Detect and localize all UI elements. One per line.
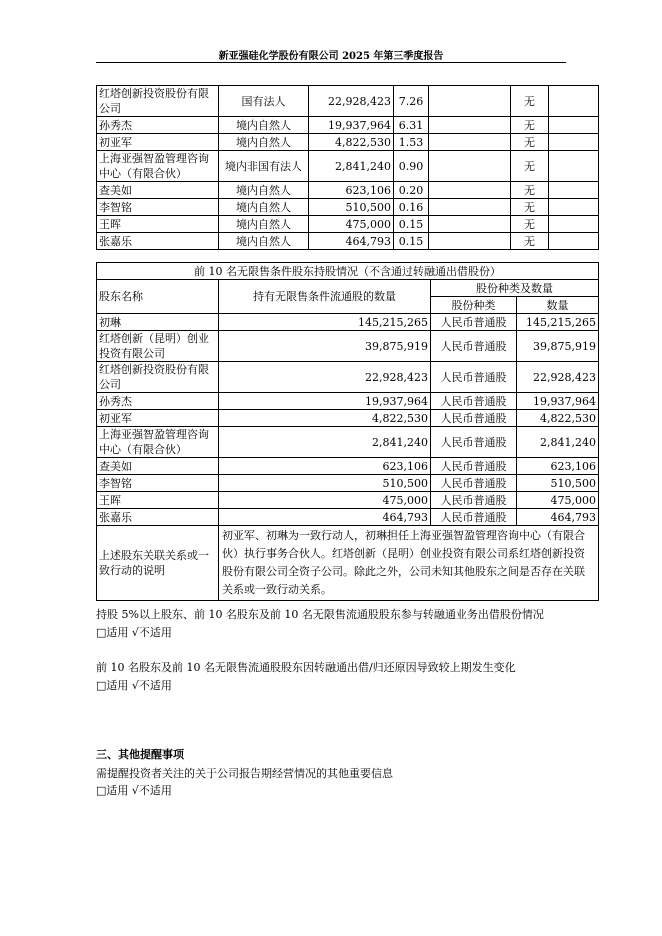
unrestricted-amount: 2,841,240	[219, 427, 431, 458]
lending-change-note: 前 10 名股东及前 10 名无限售流通股股东因转融通出借/归还原因导致较上期发生变化	[96, 661, 516, 674]
shareholder-name: 初亚军	[97, 410, 219, 427]
shareholder-name: 王晖	[97, 216, 219, 233]
share-quantity: 464,793	[517, 509, 599, 526]
pledge-status: 无	[511, 199, 549, 216]
holding-ratio: 7.26	[394, 86, 429, 117]
holding-ratio: 0.16	[394, 199, 429, 216]
restricted-shares	[429, 216, 511, 233]
restricted-shares	[429, 182, 511, 199]
pledge-count	[549, 134, 599, 151]
share-quantity: 39,875,919	[517, 331, 599, 362]
share-type: 人民币普通股	[431, 475, 517, 492]
shareholder-name: 孙秀杰	[97, 117, 219, 134]
share-type: 人民币普通股	[431, 509, 517, 526]
shareholder-nature: 境内自然人	[219, 182, 309, 199]
holding-ratio: 6.31	[394, 117, 429, 134]
unrestricted-amount: 623,106	[219, 458, 431, 475]
share-type: 人民币普通股	[431, 331, 517, 362]
share-quantity: 19,937,964	[517, 393, 599, 410]
shareholder-name: 张嘉乐	[97, 233, 219, 250]
shareholder-nature: 国有法人	[219, 86, 309, 117]
section-three-option: □适用 √不适用	[96, 784, 172, 797]
restricted-shares	[429, 233, 511, 250]
share-type: 人民币普通股	[431, 492, 517, 509]
share-quantity: 510,500	[517, 475, 599, 492]
col-header-qty: 数量	[517, 297, 599, 314]
unrestricted-amount: 19,937,964	[219, 393, 431, 410]
pledge-status: 无	[511, 182, 549, 199]
table-row	[97, 410, 599, 427]
holding-ratio: 1.53	[394, 134, 429, 151]
top10-shareholders-table	[96, 85, 599, 250]
restricted-shares	[429, 199, 511, 216]
shares-held: 19,937,964	[309, 117, 394, 134]
shareholder-name: 上海亚强智盈管理咨询中心（有限合伙）	[97, 151, 219, 182]
share-quantity: 623,106	[517, 458, 599, 475]
relation-row	[97, 526, 599, 601]
pledge-status: 无	[511, 151, 549, 182]
shareholder-name: 李智铭	[97, 199, 219, 216]
securities-lending-note: 持股 5%以上股东、前 10 名股东及前 10 名无限售流通股股东参与转融通业务出借股份情况	[96, 608, 544, 621]
shareholder-name: 红塔创新（昆明）创业投资有限公司	[97, 331, 219, 362]
unrestricted-amount: 510,500	[219, 475, 431, 492]
pledge-count	[549, 216, 599, 233]
table-row	[97, 182, 599, 199]
table-row	[97, 509, 599, 526]
unrestricted-shareholders-table	[96, 262, 599, 601]
shareholder-name: 王晖	[97, 492, 219, 509]
shareholder-name: 查美如	[97, 458, 219, 475]
shareholder-name: 初亚军	[97, 134, 219, 151]
shareholder-name: 上海亚强智盈管理咨询中心（有限合伙）	[97, 427, 219, 458]
pledge-status: 无	[511, 86, 549, 117]
col-header-type-group: 股份种类及数量	[431, 280, 599, 297]
shares-held: 464,793	[309, 233, 394, 250]
unrestricted-amount: 22,928,423	[219, 362, 431, 393]
shares-held: 22,928,423	[309, 86, 394, 117]
shares-held: 2,841,240	[309, 151, 394, 182]
pledge-count	[549, 86, 599, 117]
table-row	[97, 492, 599, 509]
table-row	[97, 233, 599, 250]
table-row	[97, 427, 599, 458]
pledge-status: 无	[511, 216, 549, 233]
shareholder-name: 查美如	[97, 182, 219, 199]
pledge-status: 无	[511, 233, 549, 250]
section-three-text: 需提醒投资者关注的关于公司报告期经营情况的其他重要信息	[96, 767, 393, 780]
shares-held: 475,000	[309, 216, 394, 233]
shareholder-nature: 境内非国有法人	[219, 151, 309, 182]
restricted-shares	[429, 151, 511, 182]
relation-description: 初亚军、初琳为一致行动人，初琳担任上海亚强智盈管理咨询中心（有限合伙）执行事务合伙人。红塔创新（昆明）创业投资有限公司系红塔创新投资股份有限公司全资子公司。除此之外，公司未知其他股东之间是否存在关联关系或一致行动关系。	[219, 526, 599, 601]
table-row	[97, 362, 599, 393]
col-header-amount: 持有无限售条件流通股的数量	[219, 280, 431, 314]
pledge-count	[549, 182, 599, 199]
header-divider	[96, 62, 566, 63]
shareholder-name: 李智铭	[97, 475, 219, 492]
holding-ratio: 0.90	[394, 151, 429, 182]
section-three-title: 三、其他提醒事项	[96, 748, 184, 761]
shareholder-nature: 境内自然人	[219, 233, 309, 250]
share-quantity: 475,000	[517, 492, 599, 509]
shareholder-name: 红塔创新投资股份有限公司	[97, 362, 219, 393]
unrestricted-amount: 39,875,919	[219, 331, 431, 362]
shareholder-nature: 境内自然人	[219, 134, 309, 151]
share-quantity: 145,215,265	[517, 314, 599, 331]
share-type: 人民币普通股	[431, 458, 517, 475]
shareholder-nature: 境内自然人	[219, 117, 309, 134]
pledge-count	[549, 151, 599, 182]
share-type: 人民币普通股	[431, 410, 517, 427]
unrestricted-amount: 4,822,530	[219, 410, 431, 427]
share-type: 人民币普通股	[431, 427, 517, 458]
table-row	[97, 134, 599, 151]
share-type: 人民币普通股	[431, 393, 517, 410]
unrestricted-amount: 475,000	[219, 492, 431, 509]
share-type: 人民币普通股	[431, 314, 517, 331]
table-row	[97, 117, 599, 134]
pledge-count	[549, 233, 599, 250]
table-row	[97, 151, 599, 182]
table-row	[97, 216, 599, 233]
table-row	[97, 393, 599, 410]
holding-ratio: 0.15	[394, 216, 429, 233]
relation-label: 上述股东关联关系或一致行动的说明	[97, 526, 219, 601]
report-header: 新亚强硅化学股份有限公司 2025 年第三季度报告	[218, 51, 444, 62]
holding-ratio: 0.20	[394, 182, 429, 199]
share-type: 人民币普通股	[431, 362, 517, 393]
pledge-status: 无	[511, 117, 549, 134]
shareholder-name: 初琳	[97, 314, 219, 331]
shares-held: 4,822,530	[309, 134, 394, 151]
col-header-type: 股份种类	[431, 297, 517, 314]
share-quantity: 4,822,530	[517, 410, 599, 427]
shareholder-name: 孙秀杰	[97, 393, 219, 410]
pledge-count	[549, 117, 599, 134]
shares-held: 510,500	[309, 199, 394, 216]
table-row	[97, 475, 599, 492]
table-row	[97, 86, 599, 117]
shareholder-nature: 境内自然人	[219, 216, 309, 233]
securities-lending-option: □适用 √不适用	[96, 626, 172, 639]
holding-ratio: 0.15	[394, 233, 429, 250]
col-header-name: 股东名称	[97, 280, 219, 314]
shareholder-name: 张嘉乐	[97, 509, 219, 526]
table-row	[97, 199, 599, 216]
unrestricted-amount: 145,215,265	[219, 314, 431, 331]
shares-held: 623,106	[309, 182, 394, 199]
lending-change-option: □适用 √不适用	[96, 679, 172, 692]
shareholder-name: 红塔创新投资股份有限公司	[97, 86, 219, 117]
table-row	[97, 331, 599, 362]
share-quantity: 22,928,423	[517, 362, 599, 393]
unrestricted-table-title: 前 10 名无限售条件股东持股情况（不含通过转融通出借股份）	[97, 263, 599, 280]
pledge-status: 无	[511, 134, 549, 151]
table-row	[97, 314, 599, 331]
restricted-shares	[429, 86, 511, 117]
shareholder-nature: 境内自然人	[219, 199, 309, 216]
pledge-count	[549, 199, 599, 216]
table-row	[97, 458, 599, 475]
restricted-shares	[429, 117, 511, 134]
restricted-shares	[429, 134, 511, 151]
share-quantity: 2,841,240	[517, 427, 599, 458]
unrestricted-amount: 464,793	[219, 509, 431, 526]
